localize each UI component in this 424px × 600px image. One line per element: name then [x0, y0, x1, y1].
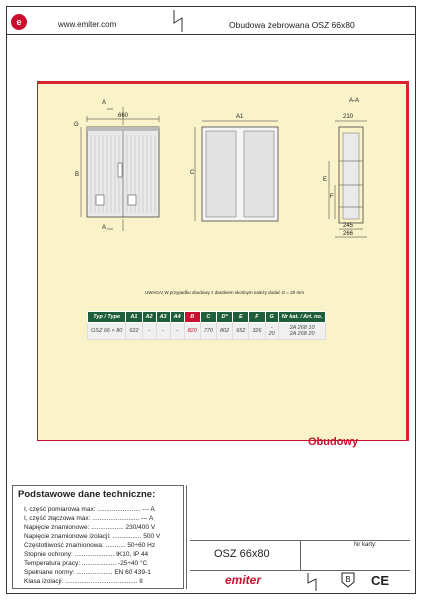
cell-c: 770 — [200, 323, 216, 340]
dim-e: E — [323, 177, 328, 183]
dim-210: 210 — [343, 114, 354, 120]
header-a3: A3 — [156, 312, 170, 323]
cell-a4: - — [170, 323, 184, 340]
header-a2: A2 — [142, 312, 156, 323]
header-e: E — [233, 312, 249, 323]
cell-type: OSZ 66 × 80 — [88, 323, 126, 340]
cell-g: - 20 — [265, 323, 278, 340]
title-block-sep — [300, 540, 301, 570]
tech-line: Napięcie znamionowe: .................. 230/400 V — [24, 524, 156, 531]
section-label-aa: A-A — [349, 98, 360, 104]
dim-266: 266 — [343, 231, 354, 237]
cell-art-no: 2A 268 10 2A 268 20 — [278, 323, 326, 340]
tech-line: Napięcie znamionowe izolacji: ................ 500 V — [24, 533, 161, 540]
header-f: F — [249, 312, 265, 323]
section-marker-a-bottom: A — [102, 225, 107, 231]
svg-text:CE: CE — [370, 573, 390, 588]
tech-line: I, część pomiarowa max: ........................ --- A — [24, 506, 155, 513]
tech-line: Klasa izolacji: ........................................ II — [24, 578, 143, 585]
ce-mark-icon — [368, 572, 392, 588]
open-view-drawing — [195, 121, 278, 221]
website-url[interactable]: www.emiter.com — [58, 20, 117, 29]
header-typ: Typ / Type — [88, 312, 126, 323]
category-label: Obudowy — [308, 436, 359, 448]
header-divider — [6, 34, 416, 35]
header-c: C — [200, 312, 216, 323]
front-view-drawing — [81, 107, 159, 231]
page-title: Obudowa żebrowana OSZ 66x80 — [229, 20, 355, 30]
spec-table — [87, 311, 326, 340]
b-safety-mark-icon — [340, 571, 356, 589]
title-block-line-bottom — [190, 570, 410, 571]
header-a1: A1 — [126, 312, 142, 323]
header-g: G — [265, 312, 278, 323]
footer-divider — [186, 485, 187, 589]
brand-logo: emiter — [225, 573, 262, 587]
tech-line: Częstotliwość znamionowa: ........... 50÷60 Hz — [24, 542, 156, 549]
dim-245: 245 — [343, 223, 354, 229]
tech-line: Spełniane normy: .................... EN 60 439-1 — [24, 569, 151, 576]
technical-drawing — [37, 81, 409, 301]
cell-a2: - — [142, 323, 156, 340]
cell-a1: 622 — [126, 323, 142, 340]
cell-a3: - — [156, 323, 170, 340]
header-b: B — [184, 312, 200, 323]
tech-data-box — [12, 485, 184, 589]
dim-a1: A1 — [236, 114, 244, 120]
header-a4: A4 — [170, 312, 184, 323]
zigzag-divider-bottom-icon — [304, 572, 326, 592]
emiter-logo-icon: e — [11, 14, 27, 30]
header-art-no: Nr kat. / Art. no. — [278, 312, 326, 323]
cell-b: 820 — [184, 323, 200, 340]
zigzag-divider-icon — [168, 8, 190, 34]
header-d: D* — [217, 312, 233, 323]
cell-f: 326 — [249, 323, 265, 340]
dim-g: G — [74, 122, 79, 128]
nr-karty-label: Nr karty: — [354, 542, 377, 548]
section-marker-a-top: A — [102, 100, 107, 106]
tech-line: Stopnie ochrony: ...................... IK10, IP 44 — [24, 551, 149, 558]
tech-data-title: Podstawowe dane techniczne: — [18, 489, 156, 500]
dim-b: B — [75, 172, 80, 178]
dim-f: F — [330, 194, 334, 200]
table-row — [88, 323, 326, 340]
dim-c: C — [190, 170, 195, 176]
cell-e: 652 — [233, 323, 249, 340]
warning-note: UWAGA! W przypadku obudowy z daszkiem skośnym należy dodać G = 20 mm — [145, 290, 305, 295]
tech-line: Temperatura pracy: ................... -25÷40 °C — [24, 560, 148, 567]
model-name: OSZ 66x80 — [214, 548, 270, 560]
tech-line: I, część złączowa max: .......................... --- A — [24, 515, 154, 522]
dim-660: 660 — [118, 113, 129, 119]
svg-text:B: B — [345, 575, 351, 584]
section-view-drawing — [329, 121, 367, 237]
cell-d: 802 — [217, 323, 233, 340]
